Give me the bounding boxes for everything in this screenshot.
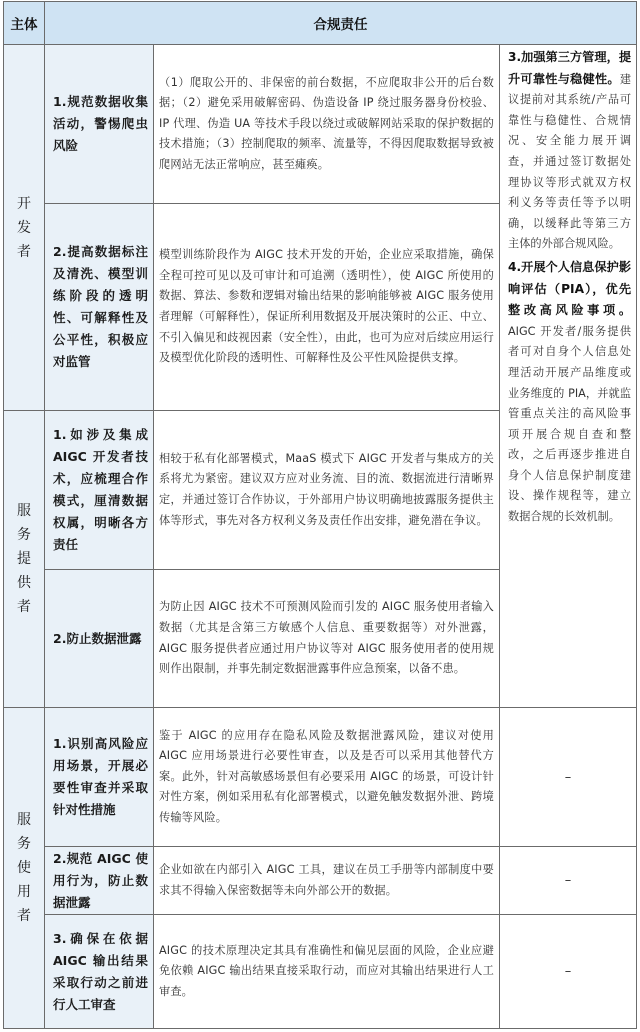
description-cell: 企业如欲在内部引入 AIGC 工具，建议在员工手册等内部制度中要求其不得输入保密数据等未向外部公开的数据。 (154, 847, 500, 915)
subject-service-provider: 服务提供者 (4, 411, 45, 708)
subject-developer: 开发者 (4, 45, 45, 411)
empty-dash-cell: – (500, 915, 637, 1029)
subject-service-user: 服务使用者 (4, 708, 45, 1029)
recommendation-4-title: 4.开展个人信息保护影响评估（PIA），优先整改高风险事项。 (508, 259, 632, 318)
task-cell: 2.规范 AIGC 使用行为，防止数据泄露 (45, 847, 154, 915)
description-cell: 模型训练阶段作为 AIGC 技术开发的开始，企业应采取措施，确保全程可控可见以及可审计和可追溯（透明性），使 AIGC 所使用的数据、算法、参数和逻辑对输出结果的影响能够被 AIGC 服务使用者理解（可解释性），保证所利用数据及开展决策时的公正、中立、不引入偏见和歧视因素（安全性），由此，也可为应对后续应用运行及模型优化阶段的透明性、可解释性及公平性风险提供支撑。 (154, 204, 500, 411)
description-cell: （1）爬取公开的、非保密的前台数据，不应爬取非公开的后台数据；（2）避免采用破解密码、伪造设备 IP 绕过服务器身份校验、IP 代理、伪造 UA 等技术手段以绕过或破解网站采取的保护数据的技术措施；（3）控制爬取的频率、流量等，不得因爬取数据导致被爬网站无法正常响应，甚至瘫痪。 (154, 45, 500, 204)
recommendation-3-body: 建议提前对其系统/产品可靠性与稳健性、合规情况、安全能力展开调查，并通过签订数据处理协议等形式就双方权利义务等责任等予以明确，以缓释此等第三方主体的外部合规风险。 (508, 72, 632, 251)
task-cell: 1.如涉及集成 AIGC 开发者技术，应梳理合作模式，厘清数据权属，明晰各方责任 (45, 411, 154, 570)
task-cell: 2.防止数据泄露 (45, 570, 154, 708)
table-row (4, 45, 637, 204)
header-responsibility: 合规责任 (45, 2, 637, 45)
table-row (4, 847, 637, 915)
recommendation-4-body: AIGC 开发者/服务提供者可对自身个人信息处理活动开展产品维度或业务维度的 PIA，并就监管重点关注的高风险事项开展合规自查和整改，之后再逐步推进自身个人信息保护制度建设、操作规程等，建立数据合规的长效机制。 (508, 324, 632, 524)
table-row (4, 915, 637, 1029)
compliance-table (3, 1, 637, 1029)
shared-recommendations-cell (500, 45, 637, 708)
table-row (4, 708, 637, 847)
task-cell: 2.提高数据标注及清洗、模型训练阶段的透明性、可解释性及公平性，积极应对监管 (45, 204, 154, 411)
header-row (4, 2, 637, 45)
task-cell: 1.识别高风险应用场景，开展必要性审查并采取针对性措施 (45, 708, 154, 847)
task-cell: 3.确保在依据 AIGC 输出结果采取行动之前进行人工审查 (45, 915, 154, 1029)
recommendation-4 (508, 257, 631, 528)
description-cell: 鉴于 AIGC 的应用存在隐私风险及数据泄露风险，建议对使用 AIGC 应用场景进行必要性审查，以及是否可以采用其他替代方案。此外，针对高敏感场景但有必要采用 AIGC 的场景，可设计针对性方案，例如采用私有化部署模式，以避免触发数据外泄、跨境传输等风险。 (154, 708, 500, 847)
recommendation-3-title: 3.加强第三方管理，提升可靠性与稳健性。 (508, 50, 632, 86)
description-cell: 为防止因 AIGC 技术不可预测风险而引发的 AIGC 服务使用者输入数据（尤其是含第三方敏感个人信息、重要数据等）对外泄露，AIGC 服务提供者应通过用户协议等对 AIGC 服务使用者的使用规则作出限制，并事先制定数据泄露事件应急预案，以备不患。 (154, 570, 500, 708)
description-cell: AIGC 的技术原理决定其具有准确性和偏见层面的风险，企业应避免依赖 AIGC 输出结果直接采取行动，而应对其输出结果进行人工审查。 (154, 915, 500, 1029)
empty-dash-cell: – (500, 708, 637, 847)
recommendation-3 (508, 47, 631, 255)
empty-dash-cell: – (500, 847, 637, 915)
description-cell: 相较于私有化部署模式，MaaS 模式下 AIGC 开发者与集成方的关系将尤为紧密。建议双方应对业务流、目的流、数据流进行清晰界定，并通过签订合作协议，于外部用户协议明确地披露服务提供主体等形式，事先对各方权利义务及责任作出安排，避免潜在争议。 (154, 411, 500, 570)
task-cell: 1.规范数据收集活动，警惕爬虫风险 (45, 45, 154, 204)
header-subject: 主体 (4, 2, 45, 45)
